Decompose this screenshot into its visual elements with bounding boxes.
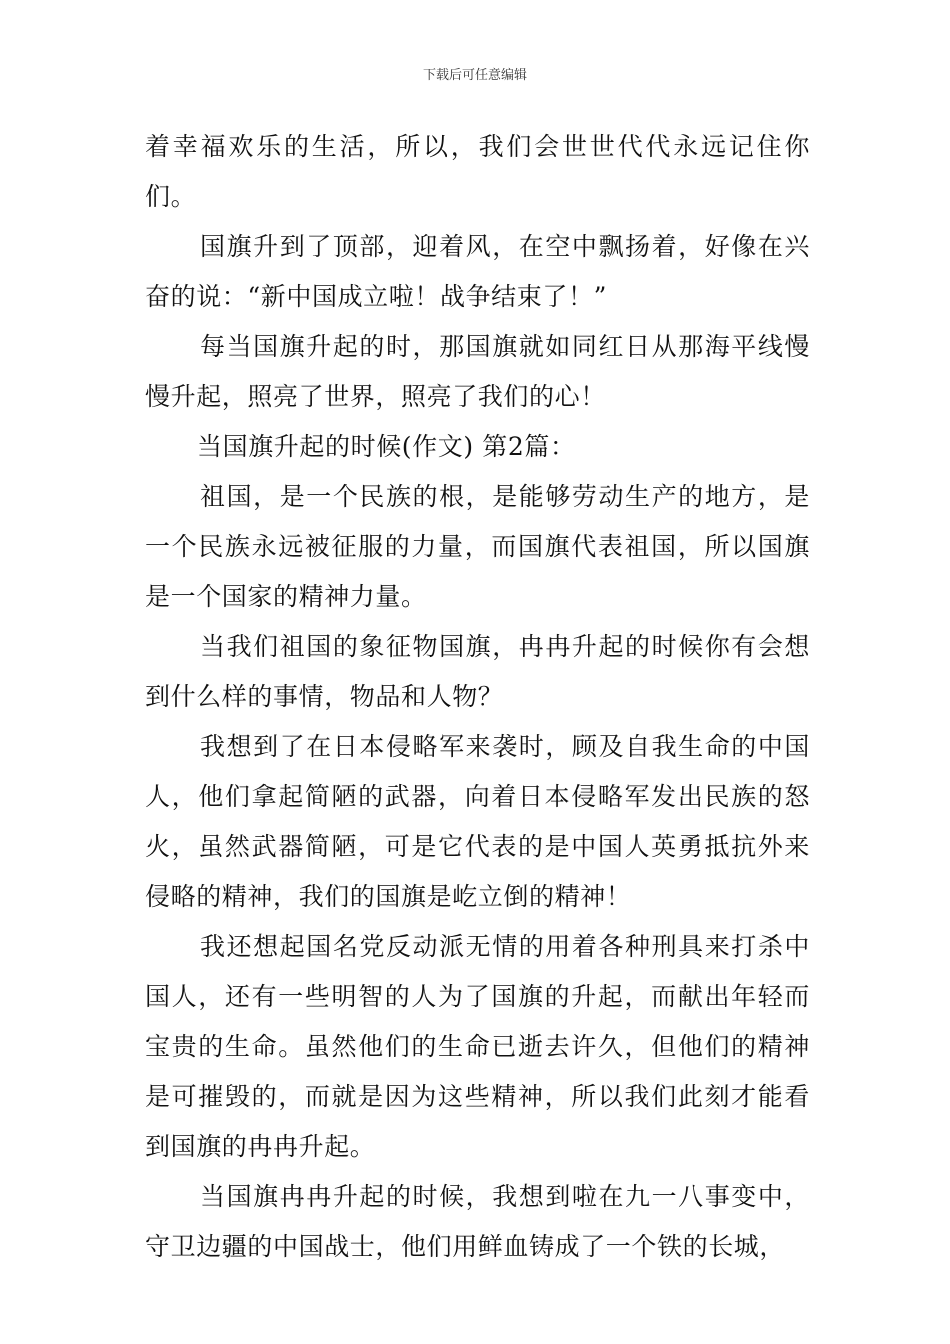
paragraph: 国旗升到了顶部，迎着风，在空中飘扬着，好像在兴奋的说：“新中国成立啦！战争结束了！”	[145, 232, 810, 311]
paragraph: 每当国旗升起的时，那国旗就如同红日从那海平线慢慢升起，照亮了世界，照亮了我们的心！	[145, 332, 810, 411]
paragraph: 我想到了在日本侵略军来袭时，顾及自我生命的中国人，他们拿起简陋的武器，向着日本侵略军发出民族的怒火，虽然武器简陋，可是它代表的是中国人英勇抵抗外来侵略的精神，我们的国旗是屹立倒的精神！	[145, 732, 810, 911]
paragraph: 祖国，是一个民族的根，是能够劳动生产的地方，是一个民族永远被征服的力量，而国旗代表祖国，所以国旗是一个国家的精神力量。	[145, 482, 810, 611]
section-heading: 当国旗升起的时候(作文) 第2篇：	[197, 432, 576, 461]
paragraph: 当国旗冉冉升起的时候，我想到啦在九一八事变中，守卫边疆的中国战士，他们用鲜血铸成了一个铁的长城，	[145, 1182, 810, 1261]
paragraph: 当我们祖国的象征物国旗，冉冉升起的时候你有会想到什么样的事情，物品和人物？	[145, 632, 810, 711]
paragraph: 我还想起国名党反动派无情的用着各种刑具来打杀中国人，还有一些明智的人为了国旗的升起，而献出年轻而宝贵的生命。虽然他们的生命已逝去许久，但他们的精神是可摧毁的，而就是因为这些精神，所以我们此刻才能看到国旗的冉冉升起。	[145, 932, 810, 1161]
document-body	[145, 122, 810, 1272]
page-header-note: 下载后可任意编辑	[422, 68, 527, 83]
paragraph-continuation: 着幸福欢乐的生活，所以，我们会世世代代永远记住你们。	[145, 132, 810, 211]
